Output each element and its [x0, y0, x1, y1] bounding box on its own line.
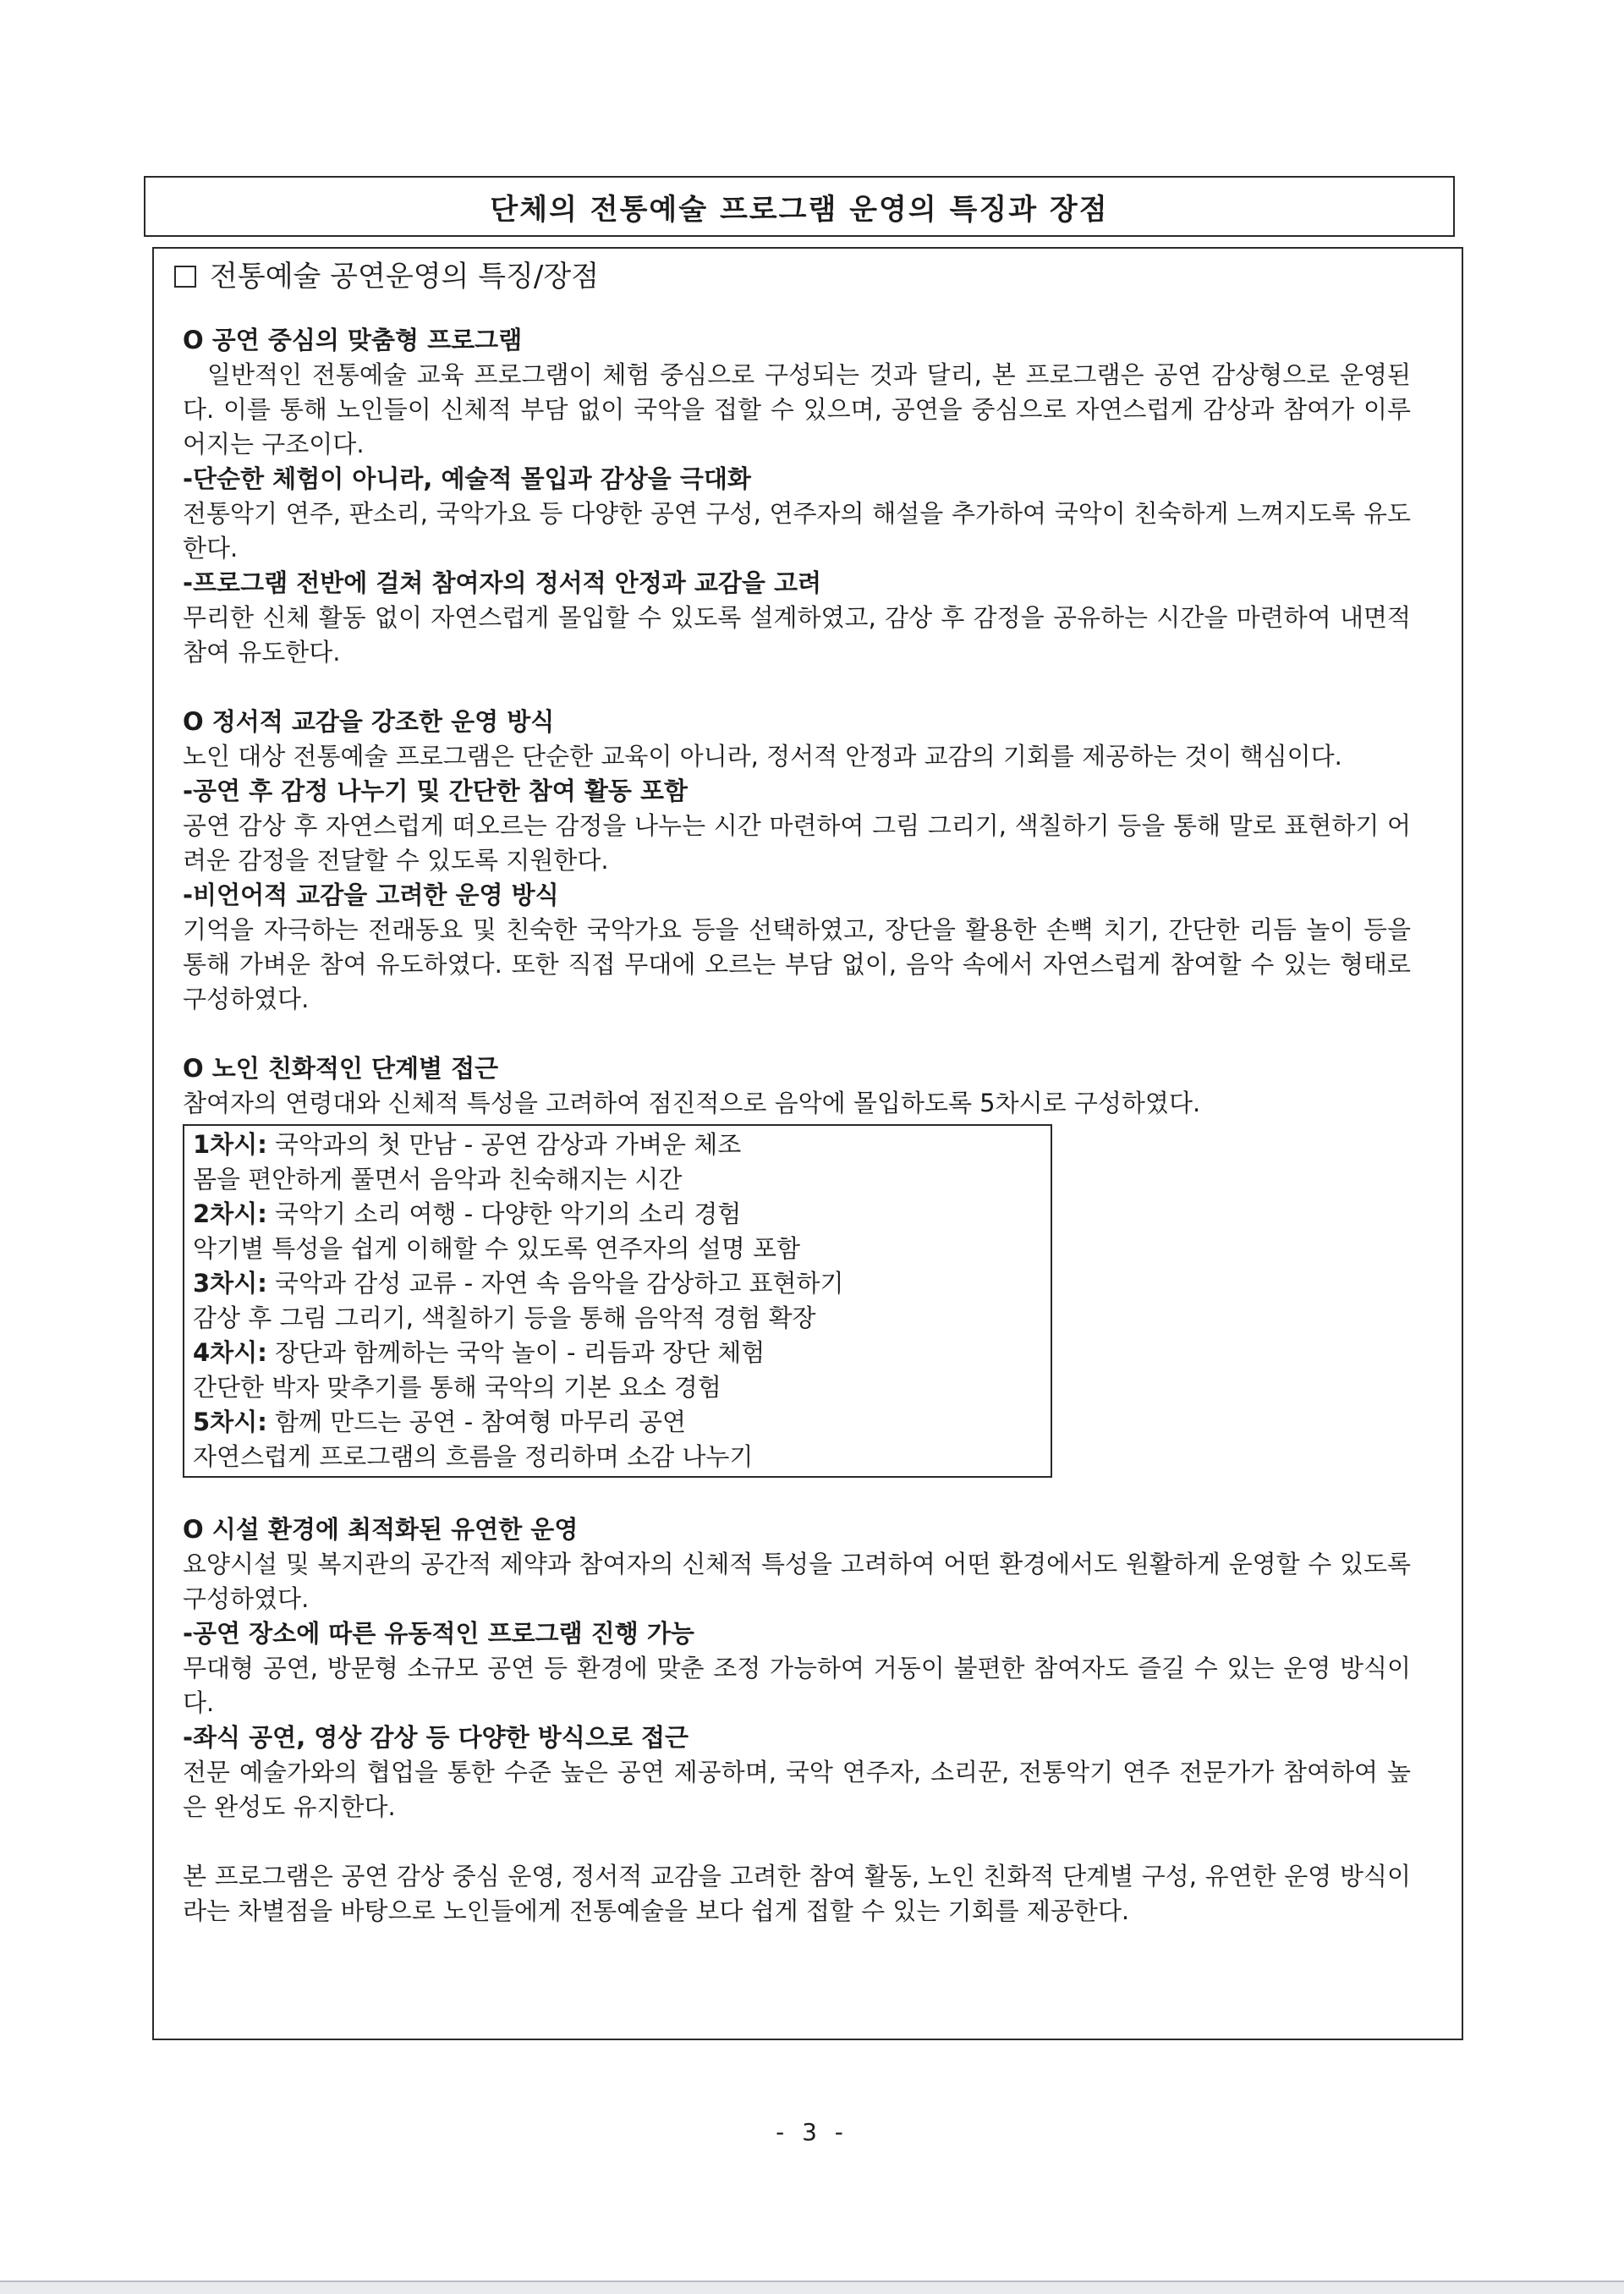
sub-title: -단순한 체험이 아니라, 예술적 몰입과 감상을 극대화 — [183, 464, 751, 493]
section-intro: 요양시설 및 복지관의 공간적 제약과 참여자의 신체적 특성을 고려하여 어떤 환경에서도 원활하게 운영할 수 있도록 구성하였다. — [183, 1550, 1411, 1613]
schedule-desc: 악기별 특성을 쉽게 이해할 수 있도록 연주자의 설명 포함 — [193, 1234, 801, 1263]
page-bottom-edge — [0, 2280, 1624, 2294]
sub-text: 무대형 공연, 방문형 소규모 공연 등 환경에 맞춘 조정 가능하여 거동이 불편한 참여자도 즐길 수 있는 운영 방식이다. — [183, 1654, 1411, 1717]
schedule-item: 5차시: 함께 만드는 공연 - 참여형 마무리 공연 — [193, 1408, 687, 1436]
sub-title: -공연 후 감정 나누기 및 간단한 참여 활동 포함 — [183, 777, 689, 805]
section-flexible-operation — [183, 1512, 1411, 1825]
sub-text: 공연 감상 후 자연스럽게 떠오르는 감정을 나누는 시간 마련하여 그림 그리기, 색칠하기 등을 통해 말로 표현하기 어려운 감정을 전달할 수 있도록 지원한다. — [183, 811, 1411, 875]
sub-title: -공연 장소에 따른 유동적인 프로그램 진행 가능 — [183, 1619, 694, 1648]
schedule-desc: 몸을 편안하게 풀면서 음악과 친숙해지는 시간 — [193, 1165, 683, 1194]
sub-text: 무리한 신체 활동 없이 자연스럽게 몰입할 수 있도록 설계하였고, 감상 후 감정을 공유하는 시간을 마련하여 내면적 참여 유도한다. — [183, 603, 1411, 667]
schedule-item: 1차시: 국악과의 첫 만남 - 공연 감상과 가벼운 체조 — [193, 1130, 742, 1159]
section-title: O 정서적 교감을 강조한 운영 방식 — [183, 707, 555, 736]
checkbox-icon — [174, 266, 196, 288]
conclusion-paragraph: 본 프로그램은 공연 감상 중심 운영, 정서적 교감을 고려한 참여 활동, 노인 친화적 단계별 구성, 유연한 운영 방식이라는 차별점을 바탕으로 노인들에게 전통예술을 보다 쉽게 접할 수 있는 기회를 제공한다. — [183, 1862, 1411, 1925]
section-title: O 시설 환경에 최적화된 유연한 운영 — [183, 1515, 579, 1544]
sub-title: -비언어적 교감을 고려한 운영 방식 — [183, 881, 559, 909]
section-performance-program — [183, 323, 1411, 670]
sub-text: 전문 예술가와의 협업을 통한 수준 높은 공연 제공하며, 국악 연주자, 소리꾼, 전통악기 연주 전문가가 참여하여 높은 완성도 유지한다. — [183, 1758, 1411, 1821]
section-intro: 참여자의 연령대와 신체적 특성을 고려하여 점진적으로 음악에 몰입하도록 5차시로 구성하였다. — [183, 1089, 1201, 1117]
section-step-approach — [183, 1051, 1411, 1478]
box-heading — [174, 255, 1428, 298]
box-heading-text: 전통예술 공연운영의 특징/장점 — [210, 260, 600, 294]
schedule-desc: 자연스럽게 프로그램의 흐름을 정리하며 소감 나누기 — [193, 1442, 754, 1471]
section-intro: 노인 대상 전통예술 프로그램은 단순한 교육이 아니라, 정서적 안정과 교감의 기회를 제공하는 것이 핵심이다. — [183, 742, 1342, 771]
page-number: - 3 - — [776, 2118, 848, 2146]
section-title: O 노인 친화적인 단계별 접근 — [183, 1054, 499, 1083]
schedule-desc: 간단한 박자 맞추기를 통해 국악의 기본 요소 경험 — [193, 1373, 721, 1402]
schedule-item: 2차시: 국악기 소리 여행 - 다양한 악기의 소리 경험 — [193, 1199, 742, 1228]
schedule-item: 3차시: 국악과 감성 교류 - 자연 속 음악을 감상하고 표현하기 — [193, 1269, 844, 1298]
schedule-desc: 감상 후 그림 그리기, 색칠하기 등을 통해 음악적 경험 확장 — [193, 1303, 816, 1332]
schedule-box — [183, 1124, 1052, 1478]
sub-title: -프로그램 전반에 걸쳐 참여자의 정서적 안정과 교감을 고려 — [183, 568, 822, 597]
sub-title: -좌식 공연, 영상 감상 등 다양한 방식으로 접근 — [183, 1723, 689, 1752]
schedule-item: 4차시: 장단과 함께하는 국악 놀이 - 리듬과 장단 체험 — [193, 1338, 765, 1367]
section-title: O 공연 중심의 맞춤형 프로그램 — [183, 326, 523, 354]
content-box — [152, 247, 1463, 2040]
sub-text: 전통악기 연주, 판소리, 국악가요 등 다양한 공연 구성, 연주자의 해설을 추가하여 국악이 친숙하게 느껴지도록 유도한다. — [183, 499, 1411, 563]
document-title: 단체의 전통예술 프로그램 운영의 특징과 장점 — [144, 176, 1455, 237]
section-intro: 일반적인 전통예술 교육 프로그램이 체험 중심으로 구성되는 것과 달리, 본 프로그램은 공연 감상형으로 운영된다. 이를 통해 노인들이 신체적 부담 없이 국악을 접할 수 있으며, 공연을 중심으로 자연스럽게 감상과 참여가 이루어지는 구조이다. — [183, 360, 1411, 458]
content-body — [162, 323, 1428, 1929]
sub-text: 기억을 자극하는 전래동요 및 친숙한 국악가요 등을 선택하였고, 장단을 활용한 손뼉 치기, 간단한 리듬 놀이 등을 통해 가벼운 참여 유도하였다. 또한 직접 무대에 오르는 부담 없이, 음악 속에서 자연스럽게 참여할 수 있는 형태로 구성하였다. — [183, 915, 1411, 1013]
section-emotional-exchange — [183, 705, 1411, 1017]
